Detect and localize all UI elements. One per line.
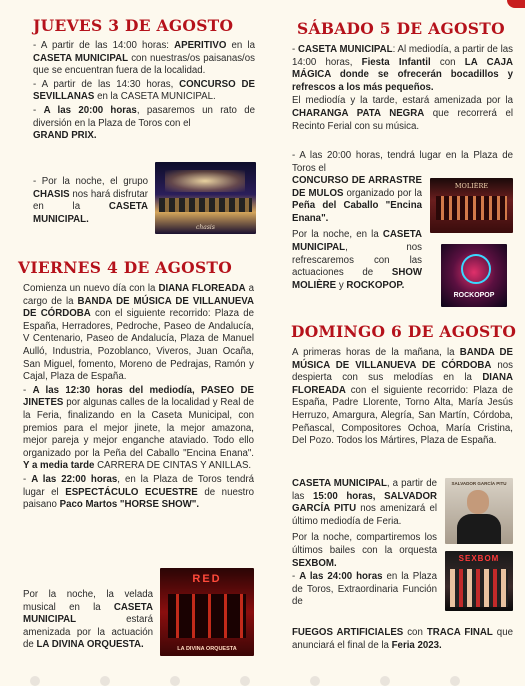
thursday-paragraph-4: - Por la noche, el grupo CHASIS nos hará disfrutar en la CASETA MUNICIPAL.: [33, 176, 148, 225]
decorative-dot: [310, 676, 320, 686]
pitu-caption: SALVADOR GARCÍA PITU: [451, 481, 507, 486]
sunday-text: [292, 347, 513, 449]
sunday-heading: DOMINGO 6 DE AGOSTO: [291, 322, 517, 341]
saturday-paragraph-3a: - A las 20:00 horas, tendrá lugar en la Plaza de Toros el: [292, 150, 513, 174]
sunday-paragraph-2: CASETA MUNICIPAL, a partir de las 15:00 horas, SALVADOR GARCÍA PITU nos amenizará el último mediodía de Feria.: [292, 478, 437, 527]
thursday-paragraph-2: - A partir de las 14:30 horas, CONCURSO DE SEVILLANAS en la CASETA MUNICIPAL.: [33, 78, 255, 103]
sunday-text-wrap: [292, 478, 437, 610]
divina-title: RED: [192, 573, 222, 585]
chasis-photo: [155, 162, 256, 234]
moliere-photo: [430, 178, 513, 233]
divina-orquesta-photo: [160, 568, 254, 656]
saturday-text: [292, 44, 513, 134]
decorative-dot: [30, 676, 40, 686]
saturday-text-wrap: [292, 175, 422, 293]
saturday-paragraph-3: CONCURSO DE ARRASTRE DE MULOS organizado por la Peña del Caballo "Encina Enana".: [292, 175, 422, 224]
saturday-paragraph-4: Por la noche, en la CASETA MUNICIPAL, nos refrescaremos con las actuaciones de SHOW MOLIÈRE y ROCKOPOP.: [292, 229, 422, 291]
chasis-caption: chasis: [196, 224, 215, 231]
divina-caption: LA DIVINA ORQUESTA: [177, 646, 237, 652]
sunday-paragraph-1: A primeras horas de la mañana, la BANDA DE MÚSICA DE VILLANUEVA DE CÓRDOBA nos despierta con sus melodías en la DIANA FLOREADA con el siguiente recorrido: Plaza de España, Padre Llorente, Torno Alta, María Jesús Herruzo, Amargura, Alegría, San Martín, Córdoba, Peñascal, Compositores Ochoa, María Cristina, Del Pozo. Todos los Mártires, Plaza de España.: [292, 347, 514, 447]
decorative-dot: [170, 676, 180, 686]
thursday-heading: JUEVES 3 DE AGOSTO: [33, 16, 234, 35]
sunday-paragraph-4a: - A las 24:00 horas en la Plaza de Toros, Extraordinaria Función de: [292, 571, 438, 608]
friday-heading: VIERNES 4 DE AGOSTO: [18, 258, 233, 277]
sexbom-photo: [445, 551, 513, 611]
moliere-caption: MOLIÈRE: [454, 182, 489, 190]
pitu-photo: [445, 478, 513, 544]
corner-ornament: [507, 0, 525, 8]
saturday-text-b: [292, 150, 513, 176]
friday-paragraph-1: Comienza un nuevo día con la DIANA FLOREADA a cargo de la BANDA DE MÚSICA DE VILLANUEVA DE CÓRDOBA con el siguiente recorrido: Plaza de España, Herradores, Pedroche, Paseo de Andalucía, V Centenario, Paseo de Andalucía, Plaza de Manuel Aulló, Industria, Pozoblanco, Viveros, Juan Ocaña, San Miguel, fomento, Moreno de Pedrajas, Ramón y Cajal, Plaza de España.: [23, 283, 255, 383]
friday-text-wrap: [23, 589, 153, 653]
bottom-dot-row: [0, 676, 525, 686]
saturday-paragraph-2: El mediodía y la tarde, estará amenizada por la CHARANGA PATA NEGRA que recorrerá el Recinto Ferial con su música.: [292, 95, 513, 132]
friday-paragraph-4: Por la noche, la velada musical en la CASETA MUNICIPAL estará amenizada por la actuación de LA DIVINA ORQUESTA.: [23, 589, 153, 651]
friday-paragraph-3: - A las 22:00 horas, en la Plaza de Toros tendrá lugar el ESPECTÁCULO ECUESTRE de nuestro paisano Paco Martos "HORSE SHOW".: [23, 473, 254, 511]
thursday-paragraph-1: - A partir de las 14:00 horas: APERITIVO en la CASETA MUNICIPAL con nuestras/os paisanas/os que se encuentran fuera de la localidad.: [33, 40, 255, 77]
friday-text: [23, 283, 254, 513]
decorative-dot: [100, 676, 110, 686]
decorative-dot: [240, 676, 250, 686]
decorative-dot: [380, 676, 390, 686]
rockopop-photo: [441, 244, 507, 307]
thursday-paragraph-3: - A las 20:00 horas, pasaremos un rato de diversión en la Plaza de Toros con el GRAND PRIX.: [33, 104, 256, 142]
thursday-text: [33, 40, 255, 144]
saturday-heading: SÁBADO 5 DE AGOSTO: [297, 19, 505, 38]
thursday-text-wrap: [33, 176, 148, 227]
sexbom-caption: SEXBOM: [458, 554, 500, 563]
sunday-paragraph-4: FUEGOS ARTIFICIALES con TRACA FINAL que anunciará el final de la Feria 2023.: [292, 627, 513, 651]
sunday-paragraph-3: Por la noche, compartiremos los últimos bailes con la orquesta SEXBOM.: [292, 532, 437, 569]
decorative-dot: [450, 676, 460, 686]
rockopop-caption: ROCKOPOP: [453, 292, 495, 299]
friday-paragraph-2: - A las 12:30 horas del mediodía, PASEO DE JINETES por algunas calles de la localidad y Real de la Feria, finalizando en la Caseta Municipal, con premios para el mejor jinete, la mejor amazona, mejor pareja y mejor enganche ataviado. Todo ello organizado por la Peña del Caballo "Encina Enana". Y a media tarde CARRERA DE CINTAS Y ANILLAS.: [23, 384, 255, 472]
saturday-paragraph-1: - CASETA MUNICIPAL: Al mediodía, a partir de las 14:00 horas, Fiesta Infantil con LA CAJA MÁGICA donde se ofrecerán bocadillos y refrescos a los más pequeños.: [292, 44, 513, 93]
sunday-text-tail: [292, 627, 513, 653]
